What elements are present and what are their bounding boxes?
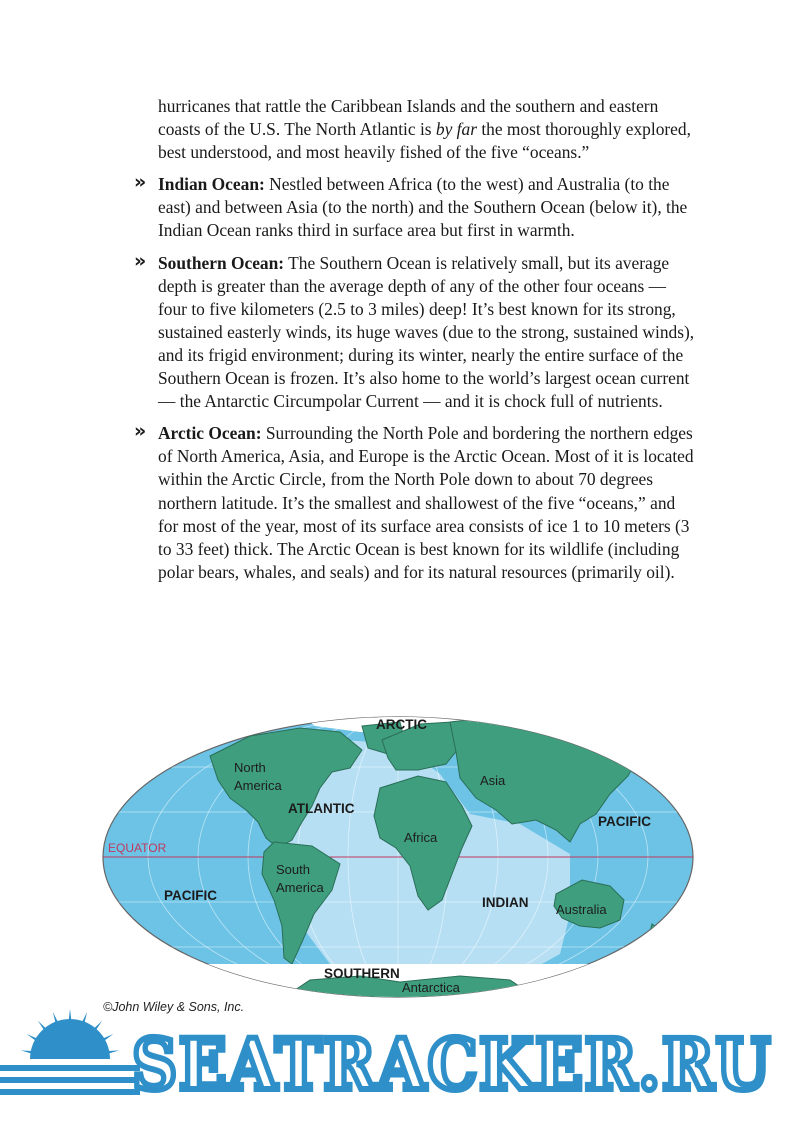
label-antarctica: Antarctica <box>402 980 460 995</box>
label-indian: INDIAN <box>482 895 529 910</box>
image-credit: ©John Wiley & Sons, Inc. <box>103 1000 245 1014</box>
intro-tail: the most thoroughly explored, best understood, and most heavily fished of the five “oceans.” <box>158 119 691 163</box>
bullet-arctic-ocean <box>134 420 698 584</box>
watermark-svg <box>0 1003 794 1122</box>
bullet-chevron-icon: » <box>134 171 147 194</box>
label-arctic: ARCTIC <box>376 717 427 732</box>
label-pacific-west: PACIFIC <box>164 888 217 903</box>
label-southern: SOUTHERN <box>324 966 400 981</box>
sunburst-logo-icon <box>0 1009 140 1095</box>
map-svg <box>100 714 696 1000</box>
label-north-america-line2: America <box>234 778 282 793</box>
label-south-america-line2: America <box>276 880 324 895</box>
bullet-text: Nestled between Africa (to the west) and Australia (to the east) and between Asia (to the north) and the Southern Ocean (below it), the Indian Ocean ranks third in surface area but first in warmth. <box>158 174 688 241</box>
label-asia: Asia <box>480 773 506 788</box>
bullet-term: Arctic Ocean: <box>158 423 262 444</box>
world-oceans-map <box>100 714 696 1000</box>
intro-emphasis: by far <box>435 119 477 140</box>
bullet-term: Southern Ocean: <box>158 252 285 273</box>
label-australia: Australia <box>556 902 607 917</box>
intro-lead: hurricanes that rattle the Caribbean Islands and the southern and eastern coasts of the U.S. The North Atlantic is <box>158 96 659 140</box>
bullet-indian-ocean <box>134 171 698 242</box>
label-equator: EQUATOR <box>108 841 167 855</box>
bullet-chevron-icon: » <box>134 249 147 272</box>
label-africa: Africa <box>404 830 438 845</box>
label-north-america-line1: North <box>234 760 266 775</box>
label-south-america-line1: South <box>276 862 310 877</box>
label-pacific-east: PACIFIC <box>598 814 651 829</box>
intro-paragraph <box>158 95 698 164</box>
watermark-text: SEATRACKER.RU <box>132 1023 772 1106</box>
page-body <box>134 95 698 593</box>
bullet-southern-ocean <box>134 249 698 414</box>
watermark <box>0 1003 794 1122</box>
bullet-text: The Southern Ocean is relatively small, but its average depth is greater than the average depth of any of the other four oceans — four to five kilometers (2.5 to 3 miles) deep! It’s best known for its strong, sustained easterly winds, its huge waves (due to the strong, sustained winds), and its frigid environment; during its winter, nearly the entire surface of the Southern Ocean is frozen. It’s also home to the world’s largest ocean current — the Antarctic Circumpolar Current — and it is chock full of nutrients. <box>158 252 695 412</box>
label-atlantic: ATLANTIC <box>288 801 355 816</box>
bullet-term: Indian Ocean: <box>158 174 265 195</box>
bullet-text: Surrounding the North Pole and bordering the northern edges of North America, Asia, and Europe is the Arctic Ocean. Most of it is located within the Arctic Circle, from the North Pole down to about 70 degrees northern latitude. It’s the smallest and shallowest of the five “oceans,” and for most of the year, most of its surface area consists of ice 1 to 10 meters (3 to 33 feet) thick. The Arctic Ocean is best known for its wildlife (including polar bears, whales, and seals) and for its natural resources (primarily oil). <box>158 423 694 582</box>
bullet-chevron-icon: » <box>134 420 147 443</box>
